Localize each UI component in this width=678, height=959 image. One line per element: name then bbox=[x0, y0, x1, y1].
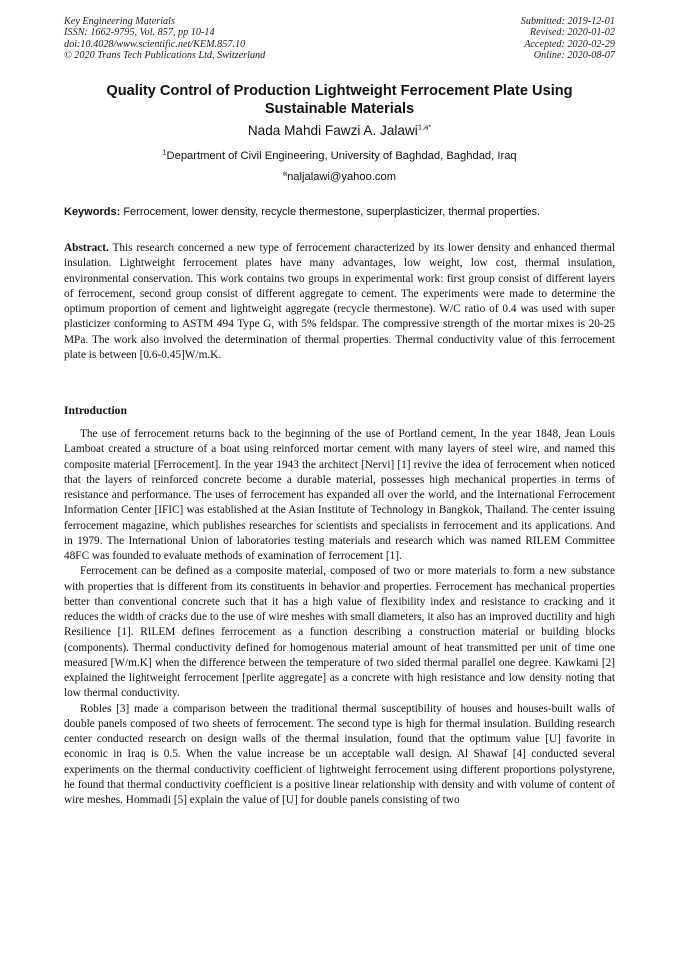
email-superscript: a bbox=[282, 168, 288, 178]
copyright-line: © 2020 Trans Tech Publications Ltd, Switzerland bbox=[64, 50, 266, 62]
body-paragraph: Ferrocement can be defined as a composite material, composed of two or more materials to form a new substance with properties that is different from its constituents in behavior and properties. Ferrocement has mechanical properties better than conventional concrete such that it has a high value of flexibility index and resistance to cracking and it reduces the width of cracks due to the use of wire meshes with small diameters, it also has an improved ductility and high Resilience [1]. RILEM defines ferrocement as a function describing a construction material or building blocks (components). Thermal conductivity defined for homogenous material amount of heat transmitted per unit of time one measured [W/m.K] when the difference between the temperature of two sided thermal parallel one degree. Kawkami [2] explained the lightweight ferrocement [perlite aggregate] as a concrete with high resistance and low density noting that low thermal conductivity. bbox=[64, 565, 615, 700]
author-superscript: 1,a* bbox=[417, 122, 432, 132]
doi-line: doi:10.4028/www.scientific.net/KEM.857.10 bbox=[64, 38, 246, 50]
online-date: Online: 2020-08-07 bbox=[533, 50, 615, 62]
header-right bbox=[521, 16, 615, 62]
email-address: naljalawi@yahoo.com bbox=[287, 171, 397, 183]
keywords-label: Keywords: bbox=[64, 206, 121, 218]
introduction-heading: Introduction bbox=[64, 404, 127, 417]
keywords-line bbox=[64, 206, 615, 219]
abstract-text: This research concerned a new type of ferrocement characterized by its lower density and enhanced thermal insulation. Lightweight ferrocement plates have many advantages, low weight, low cost, thermal insulation, environmental conservation. This work contains two groups in experimental work: first group consist of different layers of ferrocement, second group consist of different aggregate to cement. The experiments were made to determine the optimum proportion of cement and lightweight aggregate (recycle thermestone). W/C ratio of 0.4 was used with super plasticizer conforming to ASTM 494 Type G, with 5% feldspar. The compressive strength of the mortar mixes is 20-25 MPa. The work also involved the determination of thermal properties. Thermal conductivity value of this ferrocement plate is between [0.6-0.45]W/m.K. bbox=[64, 242, 615, 362]
affiliation-line bbox=[64, 147, 615, 163]
issn-line: ISSN: 1662-9795, Vol. 857, pp 10-14 bbox=[64, 27, 215, 39]
revised-date: Revised: 2020-01-02 bbox=[529, 27, 615, 39]
body-paragraph: Robles [3] made a comparison between the traditional thermal susceptibility of houses and houses-built walls of double panels composed of two sheets of ferrocement. The second type is high for thermal insulation. Building research center conducted research on design walls of the thermal insulation, found that the optimum value [U] favorite in economic in Iraq is 0.5. When the value increase be un acceptable wall design. Al Shawaf [4] conducted several experiments on the thermal conductivity coefficient of lightweight ferrocement using different proportions polystyrene, he found that thermal conductivity coefficient is a positive linear relationship with density and with volume of content of wire meshes. Hommadi [5] explain the value of [U] for double panels consisting of two bbox=[64, 702, 615, 806]
abstract-paragraph bbox=[64, 241, 615, 363]
paper-title: Quality Control of Production Lightweight Ferrocement Plate Using Sustainable Materials bbox=[106, 83, 573, 117]
introduction-body bbox=[64, 427, 615, 808]
submitted-date: Submitted: 2019-12-01 bbox=[520, 16, 615, 27]
header-left bbox=[64, 16, 265, 62]
abstract-label: Abstract. bbox=[64, 242, 109, 254]
author-name: Nada Mahdi Fawzi A. Jalawi bbox=[247, 123, 418, 138]
body-paragraph: The use of ferrocement returns back to the beginning of the use of Portland cement, In the year 1848, Jean Louis Lamboat created a structure of a boat using reinforced mortar cement with many layers of steel wire, and named this composite material [Ferrocement]. In the year 1943 the architect [Nervi] [1] revive the idea of ferrocement when noticed that the layers of reinforced concrete become a durable material, possesses high mechanical properties in terms of resistance and performance. The uses of ferrocement has expanded all over the world, and the International Ferrocement Information Center [IFIC] was established at the Asian Institute of Technology in Bangkok, Thailand. The center issuing ferrocement magazine, which publishes researches for scientists and specialists in ferrocement and its applications. And in 1979. The International Union of laboratories testing materials and research which was named RILEM Committee 48FC was founded to evaluate methods of examination of ferrocement [1]. bbox=[64, 428, 615, 562]
author-line bbox=[64, 123, 615, 139]
email-line bbox=[64, 168, 615, 184]
affiliation-text: Department of Civil Engineering, University of Baghdad, Baghdad, Iraq bbox=[166, 150, 517, 162]
journal-name: Key Engineering Materials bbox=[64, 16, 175, 27]
affiliation-superscript: 1 bbox=[162, 147, 167, 157]
keywords-text: Ferrocement, lower density, recycle thermestone, superplasticizer, thermal properties. bbox=[123, 206, 541, 218]
accepted-date: Accepted: 2020-02-29 bbox=[524, 38, 615, 50]
